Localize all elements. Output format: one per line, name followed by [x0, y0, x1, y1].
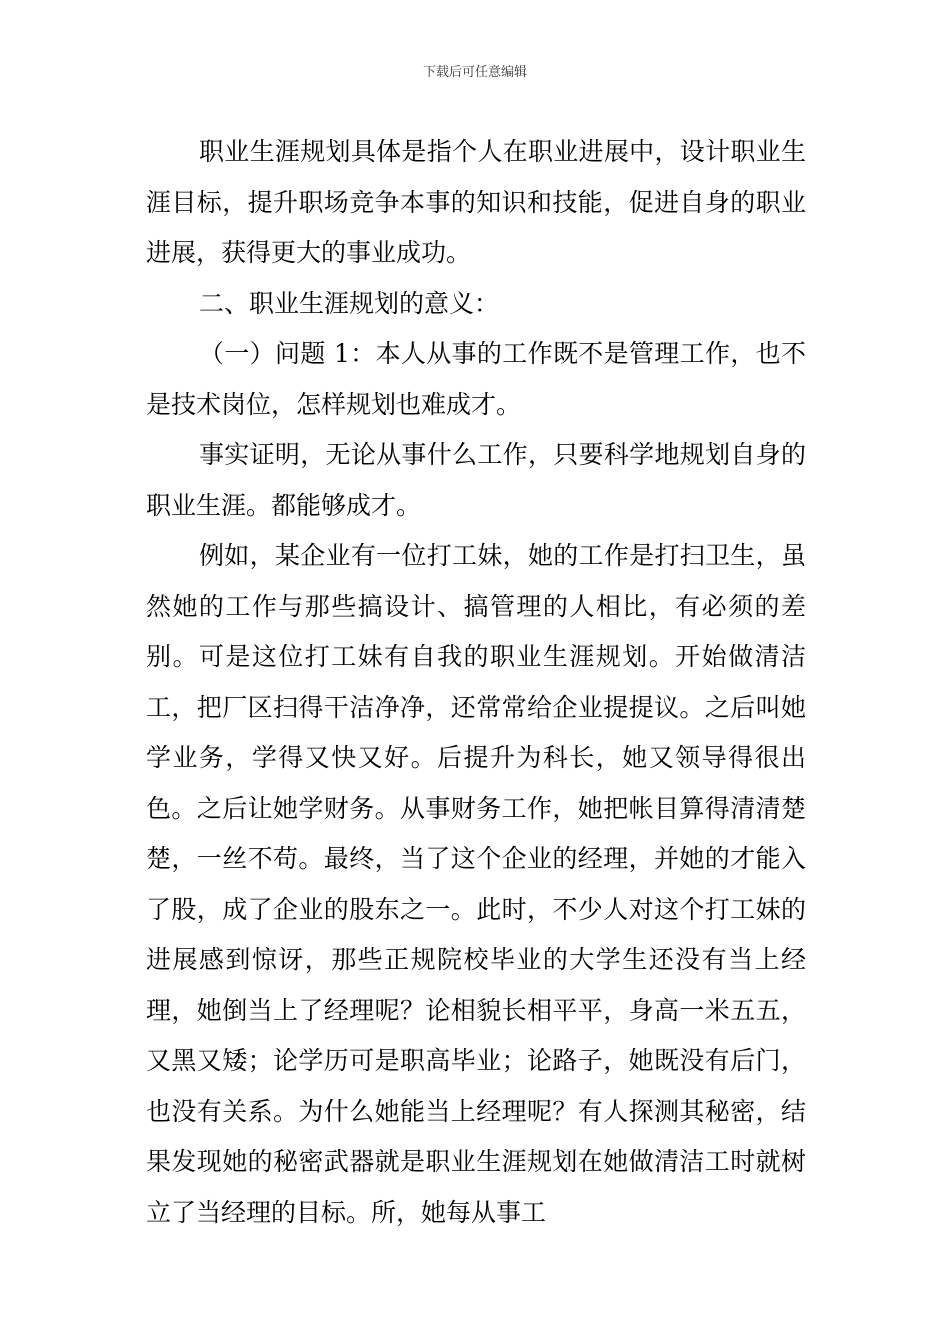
document-body	[146, 127, 806, 1238]
paragraph-example: 例如，某企业有一位打工妹，她的工作是打扫卫生，虽然她的工作与那些搞设计、搞管理的人相比，有必须的差别。可是这位打工妹有自我的职业生涯规划。开始做清洁工，把厂区扫得干洁净净，还常常给企业提提议。之后叫她学业务，学得又快又好。后提升为科长，她又领导得很出色。之后让她学财务。从事财务工作，她把帐目算得清清楚楚，一丝不苟。最终，当了这个企业的经理，并她的才能入了股，成了企业的股东之一。此时，不少人对这个打工妹的进展感到惊讶，那些正规院校毕业的大学生还没有当上经理，她倒当上了经理呢？论相貌长相平平，身高一米五五，又黑又矮；论学历可是职高毕业；论路子，她既没有后门，也没有关系。为什么她能当上经理呢？有人探测其秘密，结果发现她的秘密武器就是职业生涯规划在她做清洁工时就树立了当经理的目标。所，她每从事工	[146, 541, 806, 1227]
question-heading: （一）问题 1：本人从事的工作既不是管理工作，也不是技术岗位，怎样规划也难成才。	[146, 339, 806, 419]
page-header: 下载后可任意编辑	[422, 65, 527, 80]
section-heading: 二、职业生涯规划的意义：	[199, 288, 500, 318]
paragraph-definition: 职业生涯规划具体是指个人在职业进展中，设计职业生涯目标，提升职场竞争本事的知识和技能，促进自身的职业进展，获得更大的事业成功。	[146, 137, 806, 267]
paragraph-fact: 事实证明，无论从事什么工作，只要科学地规划自身的职业生涯。都能够成才。	[146, 440, 806, 520]
